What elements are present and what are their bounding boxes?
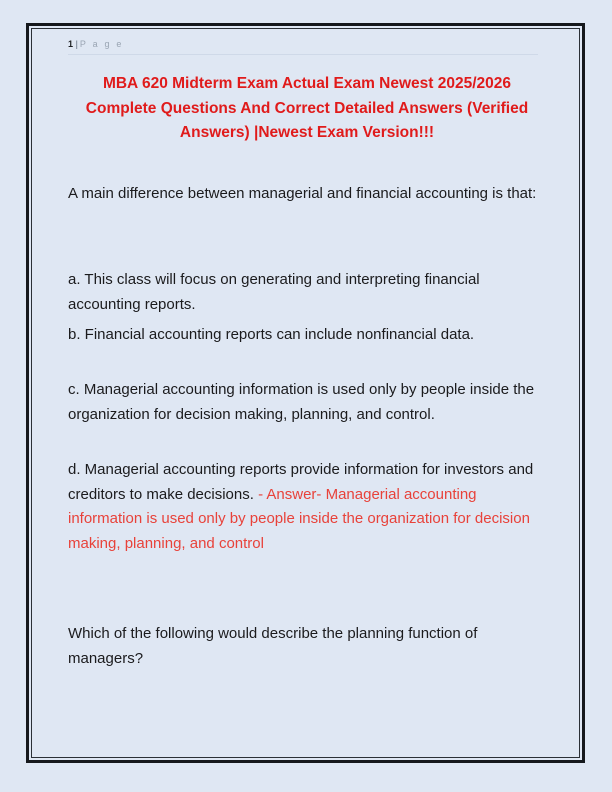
document-title: MBA 620 Midterm Exam Actual Exam Newest 2025/2026 Complete Questions And Correct Detailed Answers (Verified Answers) |Newest Exam Version!!! <box>85 75 529 141</box>
page-header-label: P a g e <box>79 39 124 49</box>
question-1-option-d <box>68 458 546 556</box>
page-number: 1 <box>68 39 74 49</box>
page-header-text <box>68 37 540 51</box>
answer-text: - Answer- Managerial accounting information is used only by people inside the organization for decision making, planning, and control <box>68 485 530 552</box>
header-divider <box>68 54 538 55</box>
question-1-stem: A main difference between managerial and financial accounting is that: <box>68 185 537 202</box>
question-1-option-c: c. Managerial accounting information is used only by people inside the organization for decision making, planning, and control. <box>68 381 535 423</box>
question-1-option-b: b. Financial accounting reports can include nonfinancial data. <box>68 326 475 343</box>
page-content <box>36 30 576 756</box>
page-header <box>68 37 540 59</box>
page-header-separator: | <box>75 39 78 49</box>
question-2-stem: Which of the following would describe the planning function of managers? <box>68 625 478 667</box>
option-d-prompt: d. Managerial accounting reports provide information for investors and creditors to make decisions. <box>68 461 534 503</box>
question-1-option-a: a. This class will focus on generating and interpreting financial accounting reports. <box>68 271 480 313</box>
